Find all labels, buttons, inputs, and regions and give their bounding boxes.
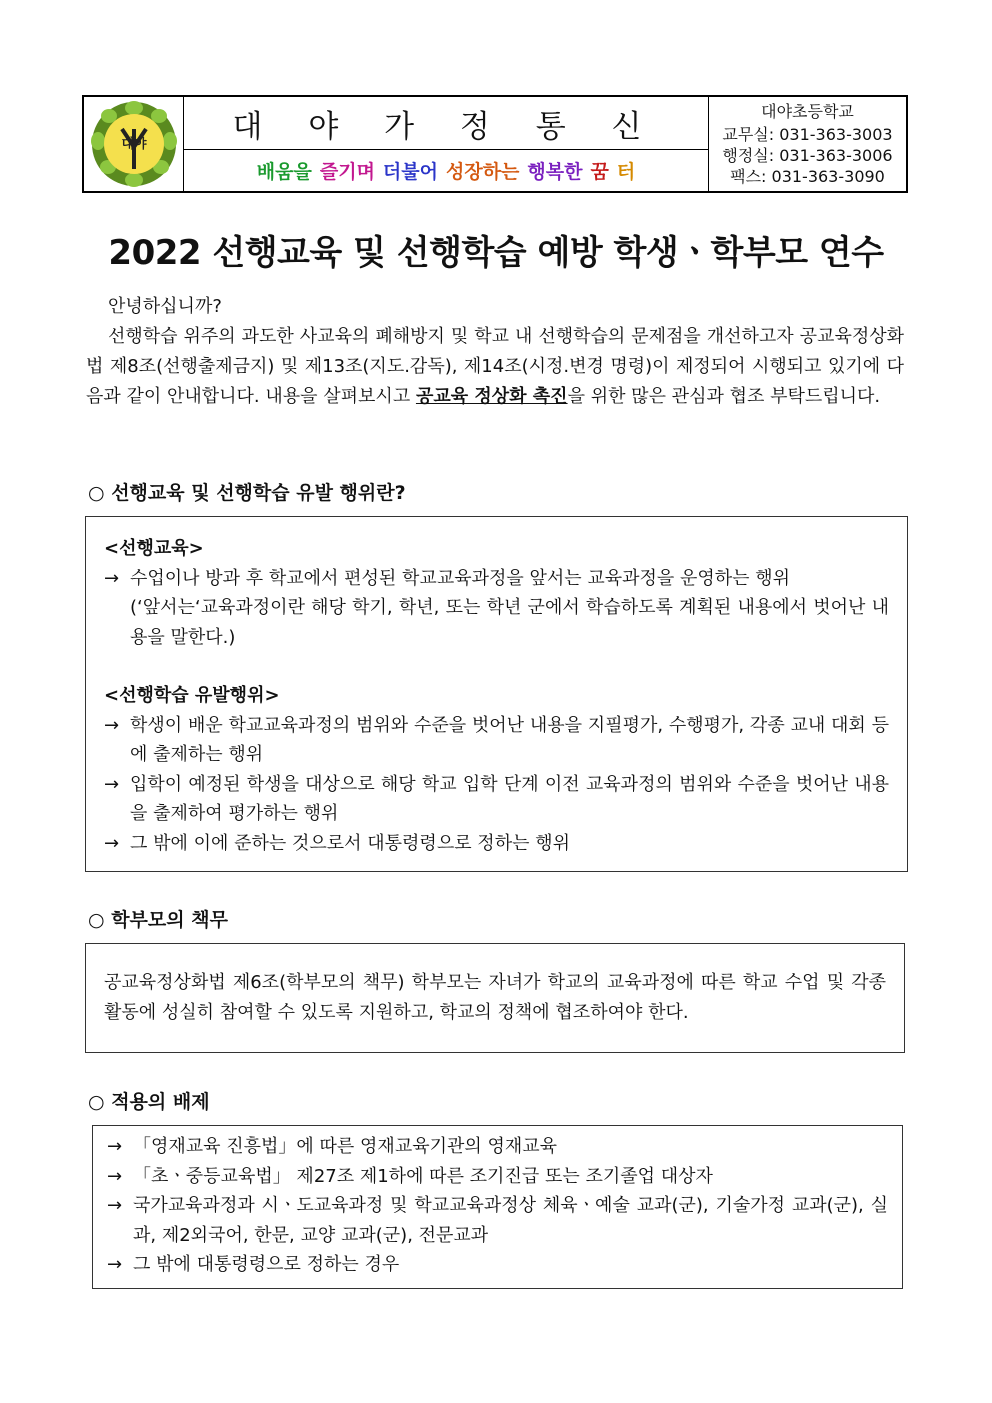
contact-line: 행정실: 031-363-3006 (722, 146, 893, 165)
list-item: → 입학이 예정된 학생을 대상으로 해당 학교 입학 단계 이전 교육과정의 범위와 수준을 벗어난 내용을 출제하여 평가하는 행위 (104, 773, 889, 824)
school-contacts (709, 97, 906, 191)
list-item: → 그 밖에 대통령령으로 정하는 경우 (107, 1254, 400, 1275)
definitions-box (85, 516, 908, 872)
list-item: → 국가교육과정과 시ㆍ도교육과정 및 학교교육과정상 체육ㆍ예술 교과(군), 기술가정 교과(군), 실과, 제2외국어, 한문, 교양 교과(군), 전문교과 (107, 1195, 888, 1246)
subheading-inducement: <선행학습 유발행위> (104, 685, 280, 706)
school-slogan (184, 150, 708, 191)
section-title-duties: ○ 학부모의 책무 (88, 909, 228, 931)
slogan-word: 배움을 (256, 161, 312, 183)
note-text: (‘앞서는‘교육과정이란 해당 학기, 학년, 또는 학년 군에서 학습하도록 계획된 내용에서 벗어난 내용을 말한다.) (130, 597, 889, 648)
school-emblem-icon (89, 99, 179, 189)
slogan-word: 행복한 (527, 161, 583, 183)
slogan-word: 성장하는 (445, 161, 520, 183)
slogan-word: 꿈 (590, 161, 609, 183)
subheading-preteaching: <선행교육> (104, 538, 204, 559)
list-item: → 「초ㆍ중등교육법」 제27조 제1하에 따른 조기진급 또는 조기졸업 대상자 (107, 1165, 713, 1187)
slogan-word: 터 (616, 161, 636, 183)
exclusions-box (92, 1125, 903, 1289)
school-name: 대야초등학교 (761, 102, 854, 121)
list-item: → 학생이 배운 학교교육과정의 범위와 수준을 벗어난 내용을 지필평가, 수행평가, 각종 교내 대회 등에 출제하는 행위 (104, 714, 889, 765)
slogan-word: 더불어 (382, 161, 438, 183)
svg-text:대야: 대야 (120, 137, 147, 152)
school-logo (84, 97, 184, 191)
section-title-definitions: ○ 선행교육 및 선행학습 유발 행위란? (88, 482, 406, 504)
duties-text: 공교육정상화법 제6조(학부모의 책무) 학부모는 자녀가 학교의 교육과정에 따른 학교 수업 및 각종 활동에 성실히 참여할 수 있도록 지원하고, 학교의 정책에 협조하여야 한다. (104, 972, 886, 1023)
page-title: 2022 선행교육 및 선행학습 예방 학생ㆍ학부모 연수 (108, 233, 884, 273)
contact-line: 교무실: 031-363-3003 (722, 125, 893, 144)
newsletter-header (82, 95, 908, 193)
list-item: → 그 밖에 이에 준하는 것으로서 대통령령으로 정하는 행위 (104, 832, 570, 854)
duties-box (85, 943, 905, 1053)
section-title-exclusions: ○ 적용의 배제 (88, 1091, 210, 1113)
list-item: → 「영재교육 진흥법」에 따른 영재교육기관의 영재교육 (107, 1136, 558, 1157)
emphasis-text: 공교육 정상화 촉진 (415, 386, 568, 407)
newsletter-title: 대 야 가 정 통 신 (184, 97, 708, 150)
intro-body: 선행학습 위주의 과도한 사교육의 폐해방지 및 학교 내 선행학습의 문제점을 개선하고자 공교육정상화법 제8조(선행출제금지) 및 제13조(지도.감독), 제14조(시정.변경 명령)이 제정되어 시행되고 있기에 다음과 같이 안내합니다. 내용을 살펴보시고 공교육 정상화 촉진을 위한 많은 관심과 협조 부탁드립니다. (86, 326, 904, 407)
intro-paragraph (86, 292, 904, 412)
greeting: 안녕하십니까? (108, 296, 222, 317)
contact-line: 팩스: 031-363-3090 (730, 167, 885, 186)
list-item: → 수업이나 방과 후 학교에서 편성된 학교교육과정을 앞서는 교육과정을 운영하는 행위 (104, 567, 791, 589)
slogan-word: 즐기며 (319, 161, 375, 183)
